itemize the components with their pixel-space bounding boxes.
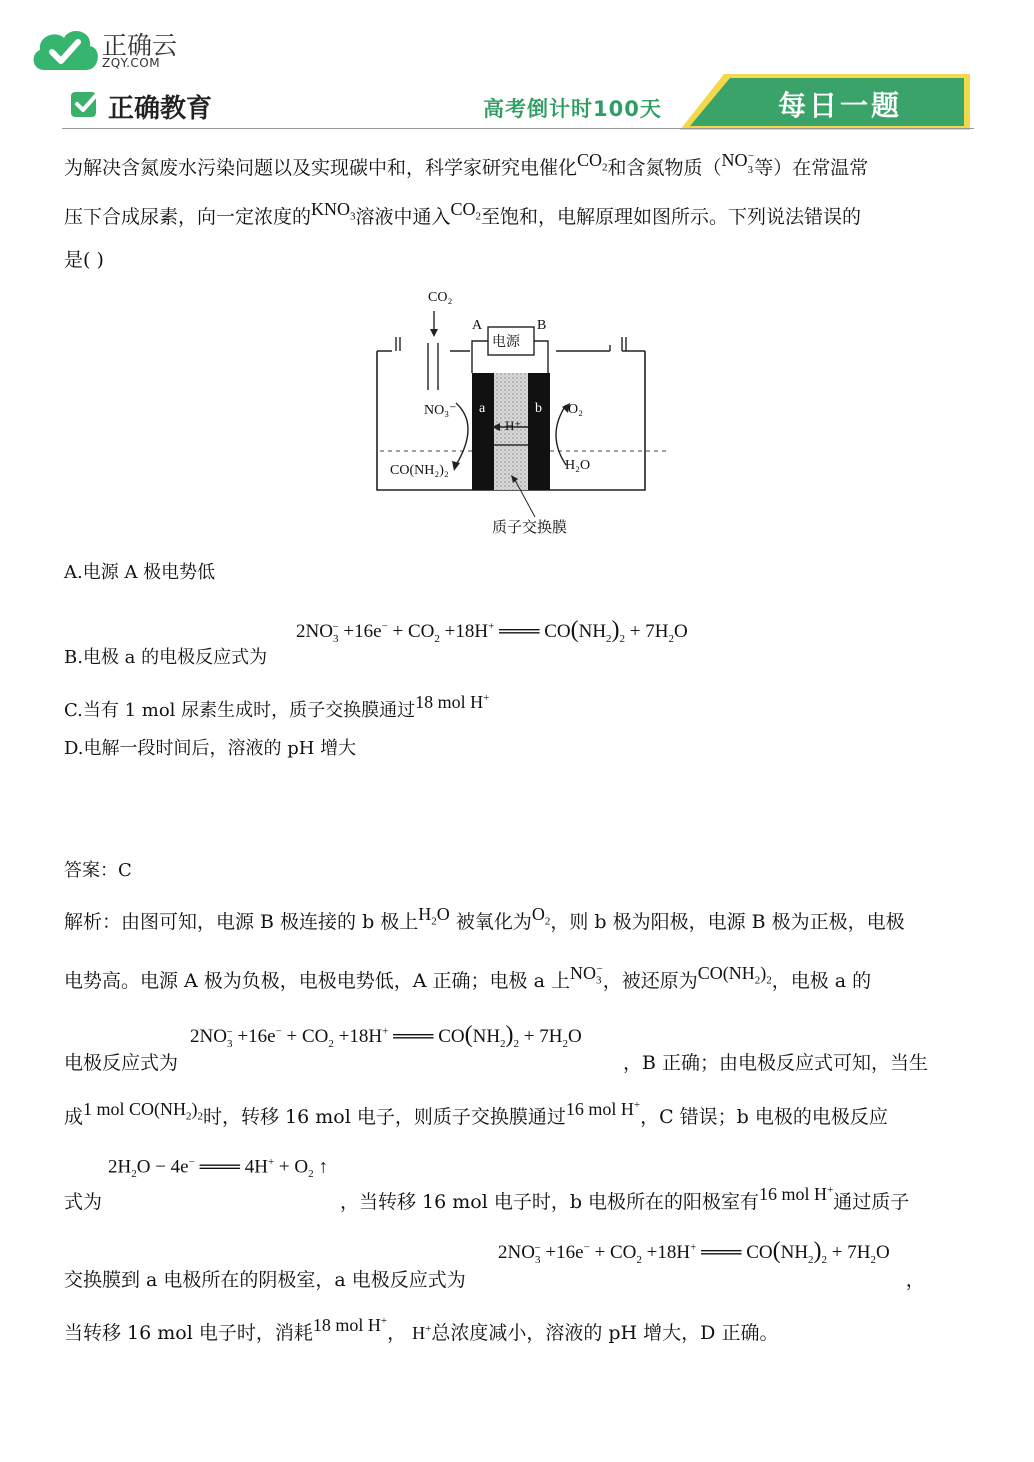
diagram-power-label: 电源 [492,334,520,350]
answer-label: 答案：C [64,860,132,881]
diagram-a-pole: A [472,318,483,333]
diagram-hplus-label: H⁺ [505,418,522,433]
option-b: B.电极 a 的电极反应式为 [64,647,268,668]
check-icon [70,89,100,119]
diagram-electrode-a: a [479,401,486,416]
kno3-formula: $KNO_3$ [311,199,356,223]
electrolysis-diagram [360,285,680,545]
question-line-1: 为解决含氮废水污染问题以及实现碳中和，科学家研究电催化$CO_2$和含氮物质（$NO_3^-$等）在常温常 [64,150,869,179]
co2-formula: $CO_2$ [577,150,608,174]
diagram-nitrate-label: NO₃⁻ [424,403,457,418]
daily-title: 每日一题 [778,89,903,122]
cloud-check-icon [30,24,100,74]
diagram-o2-label: O₂ [568,402,583,417]
countdown-text: 高考倒计时100天 [483,97,662,121]
equation-analysis-2: $2H_2O - 4e^-$ ═══ $4H^+ + O_2$ ↑ [108,1156,328,1181]
option-d: D.电解一段时间后，溶液的 pH 增大 [64,738,357,759]
diagram-electrode-b: b [535,401,542,416]
diagram-b-pole: B [537,318,547,333]
equation-option-b: $2NO_3^- +16e^- + CO_2 +18H^+$ ═══ $CO(NH_2)_2 + 7H_2O$ [296,617,688,645]
header-divider [62,128,974,129]
18mol-hplus: 18 mol H+ [415,692,490,712]
diagram-water-label: H₂O [565,458,591,473]
analysis-line-1: 解析：由图可知，电源 B 极连接的 b 极上$H_2O$ 被氧化为$O_2$，则 b 极为阳极，电源 B 极为正极，电极 [64,904,905,933]
co2-formula: $CO_2$ [450,199,482,223]
option-c: C.当有 1 mol 尿素生成时，质子交换膜通过18 mol H+ [64,692,490,721]
diagram-urea-label: CO(NH₂)₂ [390,463,449,478]
brand-logo [30,24,100,74]
diagram-membrane-label: 质子交换膜 [492,518,568,536]
question-line-2: 压下合成尿素，向一定浓度的$KNO_3$溶液中通入$CO_2$至饱和，电解原理如图所示。下列说法错误的 [64,199,862,228]
brand-domain: ZQY.COM [102,56,161,70]
brand-name: 正确云 [102,31,178,60]
analysis-line-7: 当转移 16 mol 电子时，消耗18 mol H+， H+总浓度减小，溶液的 pH 增大，D 正确。 [64,1315,779,1344]
equation-analysis-3: $2NO_3^- +16e^- + CO_2 +18H^+$ ═══ $CO(NH_2)_2 + 7H_2O$ [498,1238,890,1266]
analysis-line-5: 式为 ，当转移 16 mol 电子时，b 电极所在的阳极室有16 mol H+通过质子 [64,1184,910,1213]
equation-analysis-1: $2NO_3^- +16e^- + CO_2 +18H^+$ ═══ $CO(NH_2)_2 + 7H_2O$ [190,1022,582,1050]
nitrate-formula: $NO_3^-$ [721,150,755,176]
analysis-line-4: 成1 mol $CO(NH_2)_2$时，转移 16 mol 电子，则质子交换膜通过16 mol H+，C 错误；b 电极的电极反应 [64,1099,888,1128]
question-line-3: 是( ) [64,249,104,271]
analysis-line-3: 电极反应式为 ，B 正确；由电极反应式可知，当生 [64,1052,929,1074]
edu-title: 正确教育 [108,94,213,124]
analysis-line-2: 电势高。电源 A 极为负极，电极电势低，A 正确；电极 a 上$NO_3^-$，被还原为$CO(NH_2)_2$，电极 a 的 [64,963,872,992]
option-a: A.电源 A 极电势低 [64,562,216,583]
analysis-line-6: 交换膜到 a 电极所在的阴极室，a 电极反应式为 ， [64,1269,925,1291]
diagram-co2-label: CO₂ [428,290,453,305]
